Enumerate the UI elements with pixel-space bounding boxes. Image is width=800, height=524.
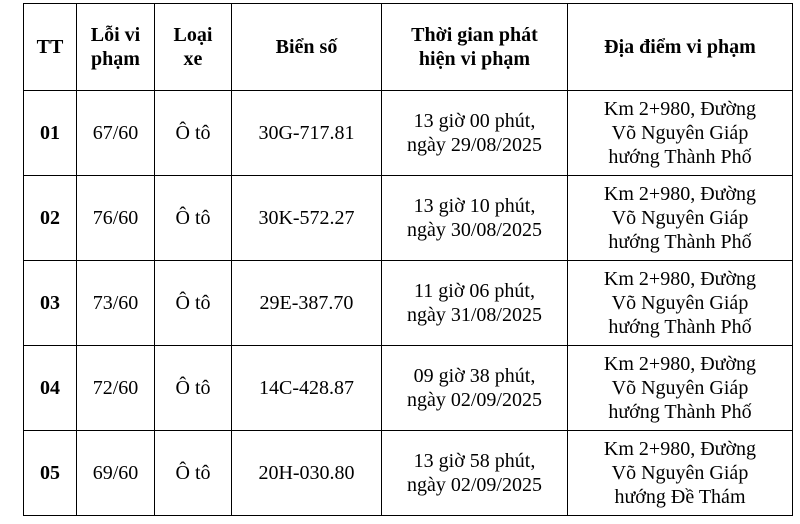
cell-vehicle-type: Ô tô [155,346,232,431]
cell-time: 13 giờ 58 phút, ngày 02/09/2025 [382,431,568,516]
cell-location: Km 2+980, Đường Võ Nguyên Giáp hướng Đề Thám [568,431,793,516]
cell-vehicle-type: Ô tô [155,261,232,346]
violations-table [23,3,793,516]
cell-location: Km 2+980, Đường Võ Nguyên Giáp hướng Thành Phố [568,261,793,346]
cell-plate: 30G-717.81 [232,91,382,176]
cell-tt: 04 [24,346,77,431]
cell-time: 09 giờ 38 phút, ngày 02/09/2025 [382,346,568,431]
cell-time: 11 giờ 06 phút, ngày 31/08/2025 [382,261,568,346]
header-violation: Lỗi vi phạm [77,4,155,91]
cell-tt: 05 [24,431,77,516]
table-row [24,261,793,346]
table-row [24,431,793,516]
cell-location: Km 2+980, Đường Võ Nguyên Giáp hướng Thành Phố [568,91,793,176]
header-plate: Biển số [232,4,382,91]
cell-plate: 14C-428.87 [232,346,382,431]
table-row [24,91,793,176]
cell-location: Km 2+980, Đường Võ Nguyên Giáp hướng Thành Phố [568,346,793,431]
cell-plate: 29E-387.70 [232,261,382,346]
cell-vehicle-type: Ô tô [155,431,232,516]
cell-time: 13 giờ 00 phút, ngày 29/08/2025 [382,91,568,176]
cell-vehicle-type: Ô tô [155,91,232,176]
cell-plate: 30K-572.27 [232,176,382,261]
table-header-row [24,4,793,91]
header-vehicle-type: Loại xe [155,4,232,91]
cell-time: 13 giờ 10 phút, ngày 30/08/2025 [382,176,568,261]
cell-violation: 76/60 [77,176,155,261]
header-time: Thời gian phát hiện vi phạm [382,4,568,91]
cell-violation: 69/60 [77,431,155,516]
header-tt: TT [24,4,77,91]
header-location: Địa điểm vi phạm [568,4,793,91]
table-row [24,176,793,261]
cell-violation: 72/60 [77,346,155,431]
cell-violation: 73/60 [77,261,155,346]
cell-tt: 03 [24,261,77,346]
cell-violation: 67/60 [77,91,155,176]
cell-tt: 02 [24,176,77,261]
cell-tt: 01 [24,91,77,176]
cell-location: Km 2+980, Đường Võ Nguyên Giáp hướng Thành Phố [568,176,793,261]
table-row [24,346,793,431]
cell-vehicle-type: Ô tô [155,176,232,261]
cell-plate: 20H-030.80 [232,431,382,516]
